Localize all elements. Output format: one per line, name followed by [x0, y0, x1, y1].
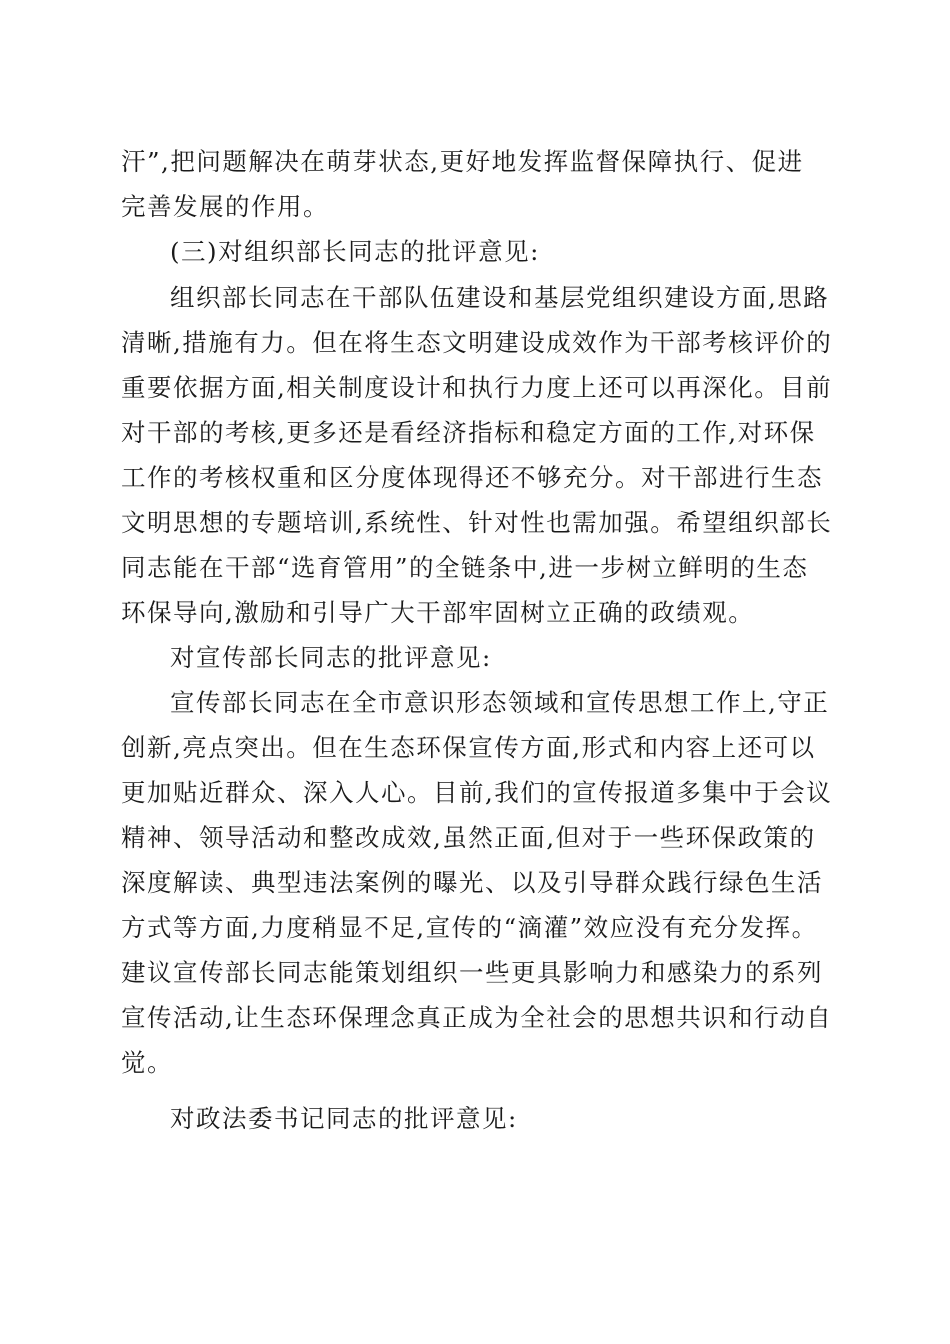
text-line: 文明思想的专题培训,系统性、针对性也需加强。希望组织部长	[121, 508, 833, 537]
section-heading: 对政法委书记同志的批评意见:	[170, 1104, 518, 1133]
text-line: 完善发展的作用。	[121, 192, 329, 221]
text-line: 对干部的考核,更多还是看经济指标和稳定方面的工作,对环保	[121, 418, 816, 447]
text-line: 清晰,措施有力。但在将生态文明建设成效作为干部考核评价的	[121, 328, 833, 357]
text-line: 工作的考核权重和区分度体现得还不够充分。对干部进行生态	[121, 463, 823, 492]
text-line: 同志能在干部“选育管用”的全链条中,进一步树立鲜明的生态	[121, 553, 809, 582]
text-line: 组织部长同志在干部队伍建设和基层党组织建设方面,思路	[170, 283, 830, 312]
text-line: 精神、领导活动和整改成效,虽然正面,但对于一些环保政策的	[121, 823, 816, 852]
text-line: 更加贴近群众、深入人心。目前,我们的宣传报道多集中于会议	[121, 778, 833, 807]
text-line: 创新,亮点突出。但在生态环保宣传方面,形式和内容上还可以	[121, 733, 816, 762]
text-line: 方式等方面,力度稍显不足,宣传的“滴灌”效应没有充分发挥。	[121, 913, 818, 942]
text-line: 宣传部长同志在全市意识形态领域和宣传思想工作上,守正	[170, 688, 830, 717]
section-heading: 对宣传部长同志的批评意见:	[170, 643, 492, 672]
text-line: 环保导向,激励和引导广大干部牢固树立正确的政绩观。	[121, 598, 755, 627]
text-line: 建议宣传部长同志能策划组织一些更具影响力和感染力的系列	[121, 958, 823, 987]
text-line: 觉。	[121, 1048, 173, 1077]
section-heading: (三)对组织部长同志的批评意见:	[170, 237, 540, 266]
text-line: 重要依据方面,相关制度设计和执行力度上还可以再深化。目前	[121, 373, 833, 402]
text-line: 深度解读、典型违法案例的曝光、以及引导群众践行绿色生活	[121, 868, 823, 897]
text-line: 汗”,把问题解决在萌芽状态,更好地发挥监督保障执行、促进	[121, 147, 804, 176]
text-line: 宣传活动,让生态环保理念真正成为全社会的思想共识和行动自	[121, 1003, 833, 1032]
